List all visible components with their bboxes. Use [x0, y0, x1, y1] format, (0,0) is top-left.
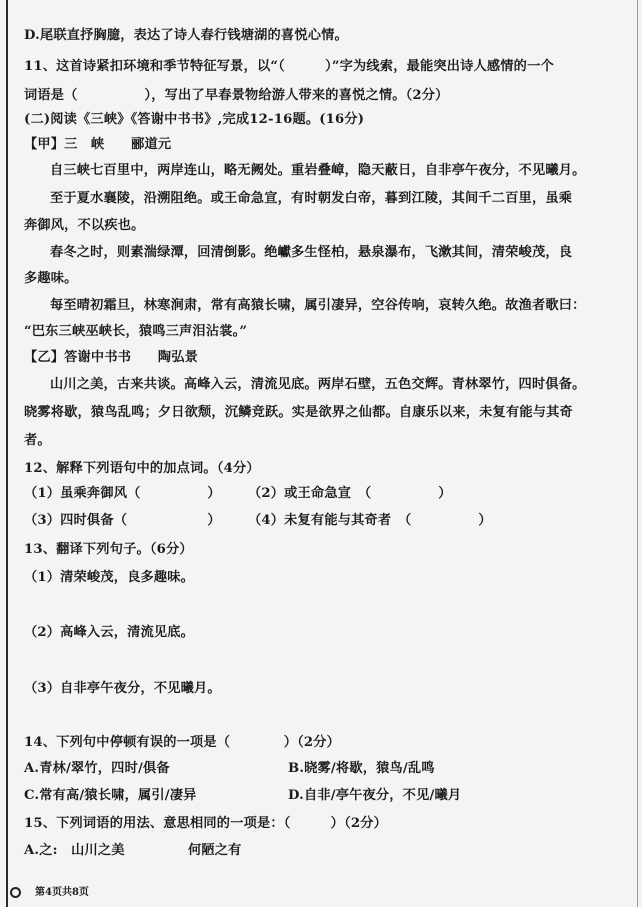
page-edge-left [6, 0, 8, 907]
question-15-option-a: A.之: 山川之美 [24, 843, 125, 858]
question-11-line1: 11、这首诗紧扣环境和季节特征写景，以“（ ）”字为线索，最能突出诗人感情的一个 [24, 59, 554, 74]
passage-b-line2: 晓雾将歇，猿鸟乱鸣；夕日欲颓，沉鳞竞跃。实是欲界之仙都。自康乐以来，未复有能与其奇 [24, 405, 573, 420]
passage-b-title: 【乙】答谢中书书 陶弘景 [24, 350, 199, 365]
passage-a-p4-line1: 每至晴初霜旦，林寒涧肃，常有高猿长啸，属引凄异，空谷传响，哀转久绝。故渔者歌曰： [50, 298, 586, 313]
passage-a-p1: 自三峡七百里中，两岸连山，略无阙处。重岩叠嶂，隐天蔽日，自非亭午夜分，不见曦月。 [50, 163, 586, 178]
passage-a-p2-line2: 奔御风，不以疾也。 [24, 218, 145, 233]
question-14-option-b: B.晓雾/将歇，猿鸟/乱鸣 [288, 761, 435, 776]
question-13-item1: （1）清荣峻茂，良多趣味。 [24, 570, 195, 585]
question-12-item3: （3）四时俱备（ ） [24, 513, 221, 528]
page-number: 第4页共8页 [35, 887, 89, 898]
passage-b-line3: 者。 [24, 433, 51, 448]
question-12-item1: （1）虽乘奔御风（ ） [24, 486, 221, 501]
question-14-option-a: A.青林/翠竹，四时/俱备 [24, 761, 170, 776]
page-edge-right [637, 0, 638, 907]
passage-a-p3-line1: 春冬之时，则素湍绿潭，回清倒影。绝巘多生怪柏，悬泉瀑布，飞漱其间，清荣峻茂，良 [50, 245, 573, 260]
question-13-item3: （3）自非亭午夜分，不见曦月。 [24, 681, 221, 696]
page-footer [10, 883, 89, 898]
question-15-option-a-part2: 何陋之有 [188, 843, 242, 858]
passage-b-line1: 山川之美，古来共谈。高峰入云，清流见底。两岸石壁，五色交辉。青林翠竹，四时俱备。 [50, 377, 586, 392]
question-13: 13、翻译下列句子。（6分） [24, 542, 193, 557]
section-2-heading: (二)阅读《三峡》《答谢中书书》,完成12-16题。(16分) [24, 112, 365, 127]
question-11-line2: 词语是（ ），写出了早春景物给游人带来的喜悦之情。（2分） [24, 88, 449, 103]
question-14-option-c: C.常有高/猿长啸，属引/凄异 [24, 788, 197, 803]
passage-a-p3-line2: 多趣味。 [24, 271, 78, 286]
question-12: 12、解释下列语句中的加点词。（4分） [24, 461, 260, 476]
question-12-item2: （2）或王命急宣 （ ） [248, 486, 452, 501]
question-14-option-d: D.自非/亭午夜分，不见/曦月 [288, 788, 462, 803]
question-15: 15、下列词语的用法、意思相同的一项是：（ ）（2分） [24, 816, 388, 831]
question-12-item4: （4）未复有能与其奇者 （ ） [248, 513, 492, 528]
binding-hole-icon [10, 887, 21, 898]
question-14: 14、下列句中停顿有误的一项是（ ）（2分） [24, 735, 341, 750]
passage-a-p4-line2: “巴东三峡巫峡长，猿鸣三声泪沾裳。” [24, 324, 248, 339]
question-13-item2: （2）高峰入云，清流见底。 [24, 625, 195, 640]
option-d-q10: D.尾联直抒胸臆，表达了诗人春行钱塘湖的喜悦心情。 [24, 28, 348, 43]
passage-a-title: 【甲】三 峡 郦道元 [24, 137, 172, 152]
passage-a-p2-line1: 至于夏水襄陵，沿溯阻绝。或王命急宣，有时朝发白帝，暮到江陵，其间千二百里，虽乘 [50, 191, 573, 206]
